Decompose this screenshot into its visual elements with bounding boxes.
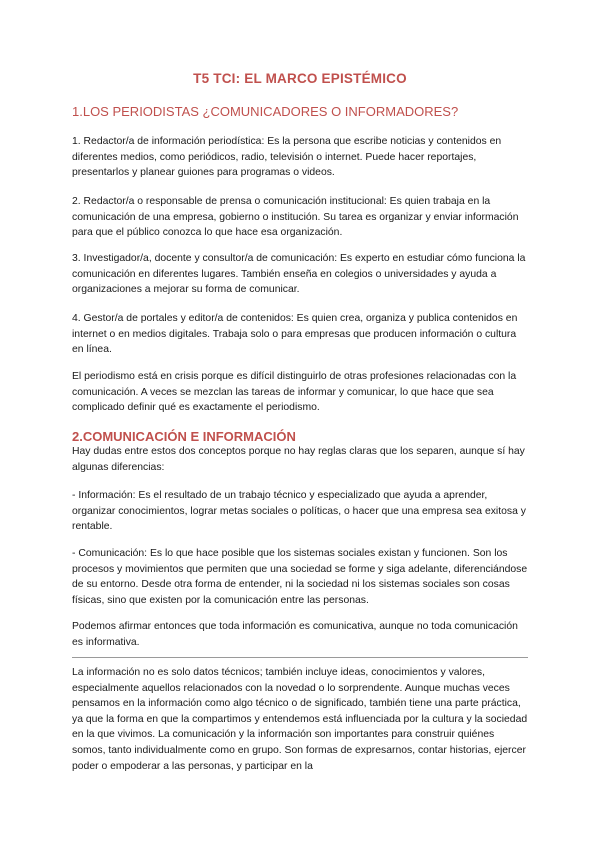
document-title: T5 TCI: EL MARCO EPISTÉMICO — [193, 71, 407, 86]
paragraph-definicion-comunicacion: - Comunicación: Es lo que hace posible que los sistemas sociales existan y funcionen. Son los procesos y movimientos que permiten que una sociedad se forme y siga adelante, diferenciándose de su entorno. Desde otra forma de entender, ni la sociedad ni los sistemas sociales son cosas físicas, sino que existen por la comunicación entre las personas. — [72, 548, 528, 606]
section2-heading: 2.COMUNICACIÓN E INFORMACIÓN — [72, 429, 296, 444]
paragraph-informacion-valores: La información no es solo datos técnicos; también incluye ideas, conocimientos y valores, especialmente aquellos relacionados con la novedad o lo sorprendente. Aunque muchas veces pensamos en la información como algo técnico o de significado, también tiene una parte práctica, ya que la forma en que la compartimos y entendemos está influenciada por la cultura y la sociedad en la que vivimos. La comunicación y la información son importantes para construir quiénes somos, tanto individualmente como en grupo. Son formas de expresarnos, contar historias, ejercer poder o empoderar a las personas, y participar en la — [72, 667, 528, 772]
horizontal-divider — [72, 657, 528, 658]
section1-heading: 1.LOS PERIODISTAS ¿COMUNICADORES O INFORMADORES? — [72, 104, 459, 119]
paragraph-redactor-prensa: 2. Redactor/a o responsable de prensa o comunicación institucional: Es quien trabaja en la comunicación de una empresa, gobierno o institución. Su tarea es organizar y enviar información para que el público conozca lo que hace esa organización. — [72, 196, 519, 239]
paragraph-conclusion: Podemos afirmar entonces que toda información es comunicativa, aunque no toda comunicación es informativa. — [72, 621, 518, 648]
paragraph-crisis-periodismo: El periodismo está en crisis porque es difícil distinguirlo de otras profesiones relacionadas con la comunicación. A veces se mezclan las tareas de informar y comunicar, lo que hace que sea complicado definir qué es exactamente el periodismo. — [72, 371, 517, 414]
paragraph-redactor-informacion: 1. Redactor/a de información periodística: Es la persona que escribe noticias y contenidos en diferentes medios, como periódicos, radio, televisión o internet. Puede hacer reportajes, presentarlos y planear guiones para programas o videos. — [72, 136, 502, 179]
paragraph-definicion-informacion: - Información: Es el resultado de un trabajo técnico y especializado que ayuda a aprender, organizar conocimientos, lograr metas sociales o políticas, o hacer que una empresa sea exitosa y rentable. — [72, 490, 526, 533]
paragraph-gestor-portales: 4. Gestor/a de portales y editor/a de contenidos: Es quien crea, organiza y publica contenidos en internet o en medios digitales. Trabaja solo o para empresas que producen información o cultura en línea. — [72, 313, 518, 356]
paragraph-intro-dudas: Hay dudas entre estos dos conceptos porque no hay reglas claras que los separen, aunque sí hay algunas diferencias: — [72, 446, 525, 473]
paragraph-investigador: 3. Investigador/a, docente y consultor/a de comunicación: Es experto en estudiar cómo funciona la comunicación en diferentes lugares. También enseña en colegios o universidades y ayuda a organizaciones a mejorar su forma de comunicar. — [72, 253, 526, 296]
